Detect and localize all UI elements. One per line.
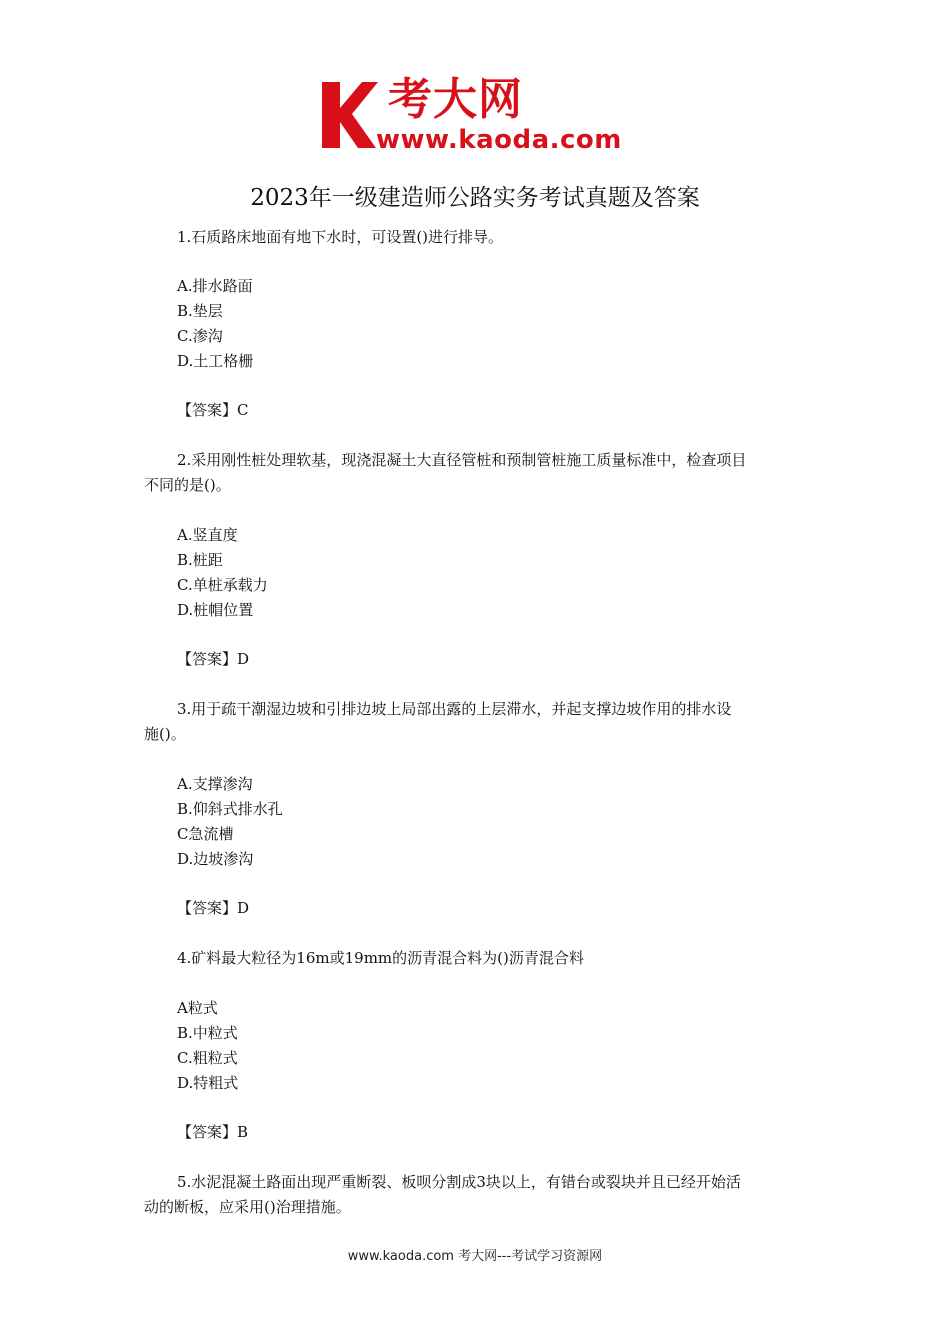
question-3-option-b: B.仰斜式排水孔 xyxy=(177,800,283,818)
question-4-option-c: C.粗粒式 xyxy=(177,1049,238,1067)
question-2-option-c: C.单桩承载力 xyxy=(177,576,268,594)
question-3-option-c: C急流槽 xyxy=(177,825,234,843)
document-title: 2023年一级建造师公路实务考试真题及答案 xyxy=(250,185,700,211)
question-2-option-b: B.桩距 xyxy=(177,551,223,569)
question-1-stem: 1.石质路床地面有地下水时，可设置()进行排导。 xyxy=(177,228,504,246)
question-3-option-a: A.支撑渗沟 xyxy=(177,775,253,793)
question-4-stem: 4.矿料最大粒径为16m或19mm的沥青混合料为()沥青混合料 xyxy=(177,949,584,967)
question-1-option-d: D.土工格栅 xyxy=(177,352,254,370)
logo-url-text: www.kaoda.com xyxy=(376,125,622,155)
question-2-option-d: D.桩帽位置 xyxy=(177,601,254,619)
question-4-option-a: A粒式 xyxy=(177,999,218,1017)
question-4-option-b: B.中粒式 xyxy=(177,1024,238,1042)
question-5-stem-line-1: 5.水泥混凝土路面出现严重断裂、板呗分割成3块以上，有错台或裂块并且已经开始活 xyxy=(177,1173,741,1191)
question-2-answer: 【答案】D xyxy=(177,650,250,668)
k-logo-icon xyxy=(318,78,380,150)
question-2-stem-line-1: 2.采用刚性桩处理软基，现浇混凝土大直径管桩和预制管桩施工质量标准中，检查项目 xyxy=(177,451,747,469)
logo-brand-text: 考大网 xyxy=(388,74,523,125)
question-1-option-c: C.渗沟 xyxy=(177,327,223,345)
question-2-stem-line-2: 不同的是()。 xyxy=(144,476,231,494)
question-4-answer: 【答案】B xyxy=(177,1123,249,1141)
question-1-option-b: B.垫层 xyxy=(177,302,223,320)
question-4-option-d: D.特粗式 xyxy=(177,1074,239,1092)
question-3-stem-line-2: 施()。 xyxy=(144,725,186,743)
question-3-stem-line-1: 3.用于疏干潮湿边坡和引排边坡上局部出露的上层滞水，并起支撑边坡作用的排水设 xyxy=(177,700,732,718)
question-3-answer: 【答案】D xyxy=(177,899,250,917)
page-footer: www.kaoda.com 考大网---考试学习资源网 xyxy=(347,1249,603,1264)
question-3-option-d: D.边坡渗沟 xyxy=(177,850,254,868)
kaoda-logo xyxy=(318,74,640,158)
question-1-option-a: A.排水路面 xyxy=(177,277,253,295)
question-2-option-a: A.竖直度 xyxy=(177,526,238,544)
question-1-answer: 【答案】C xyxy=(177,401,249,419)
question-5-stem-line-2: 动的断板，应采用()治理措施。 xyxy=(144,1198,351,1216)
